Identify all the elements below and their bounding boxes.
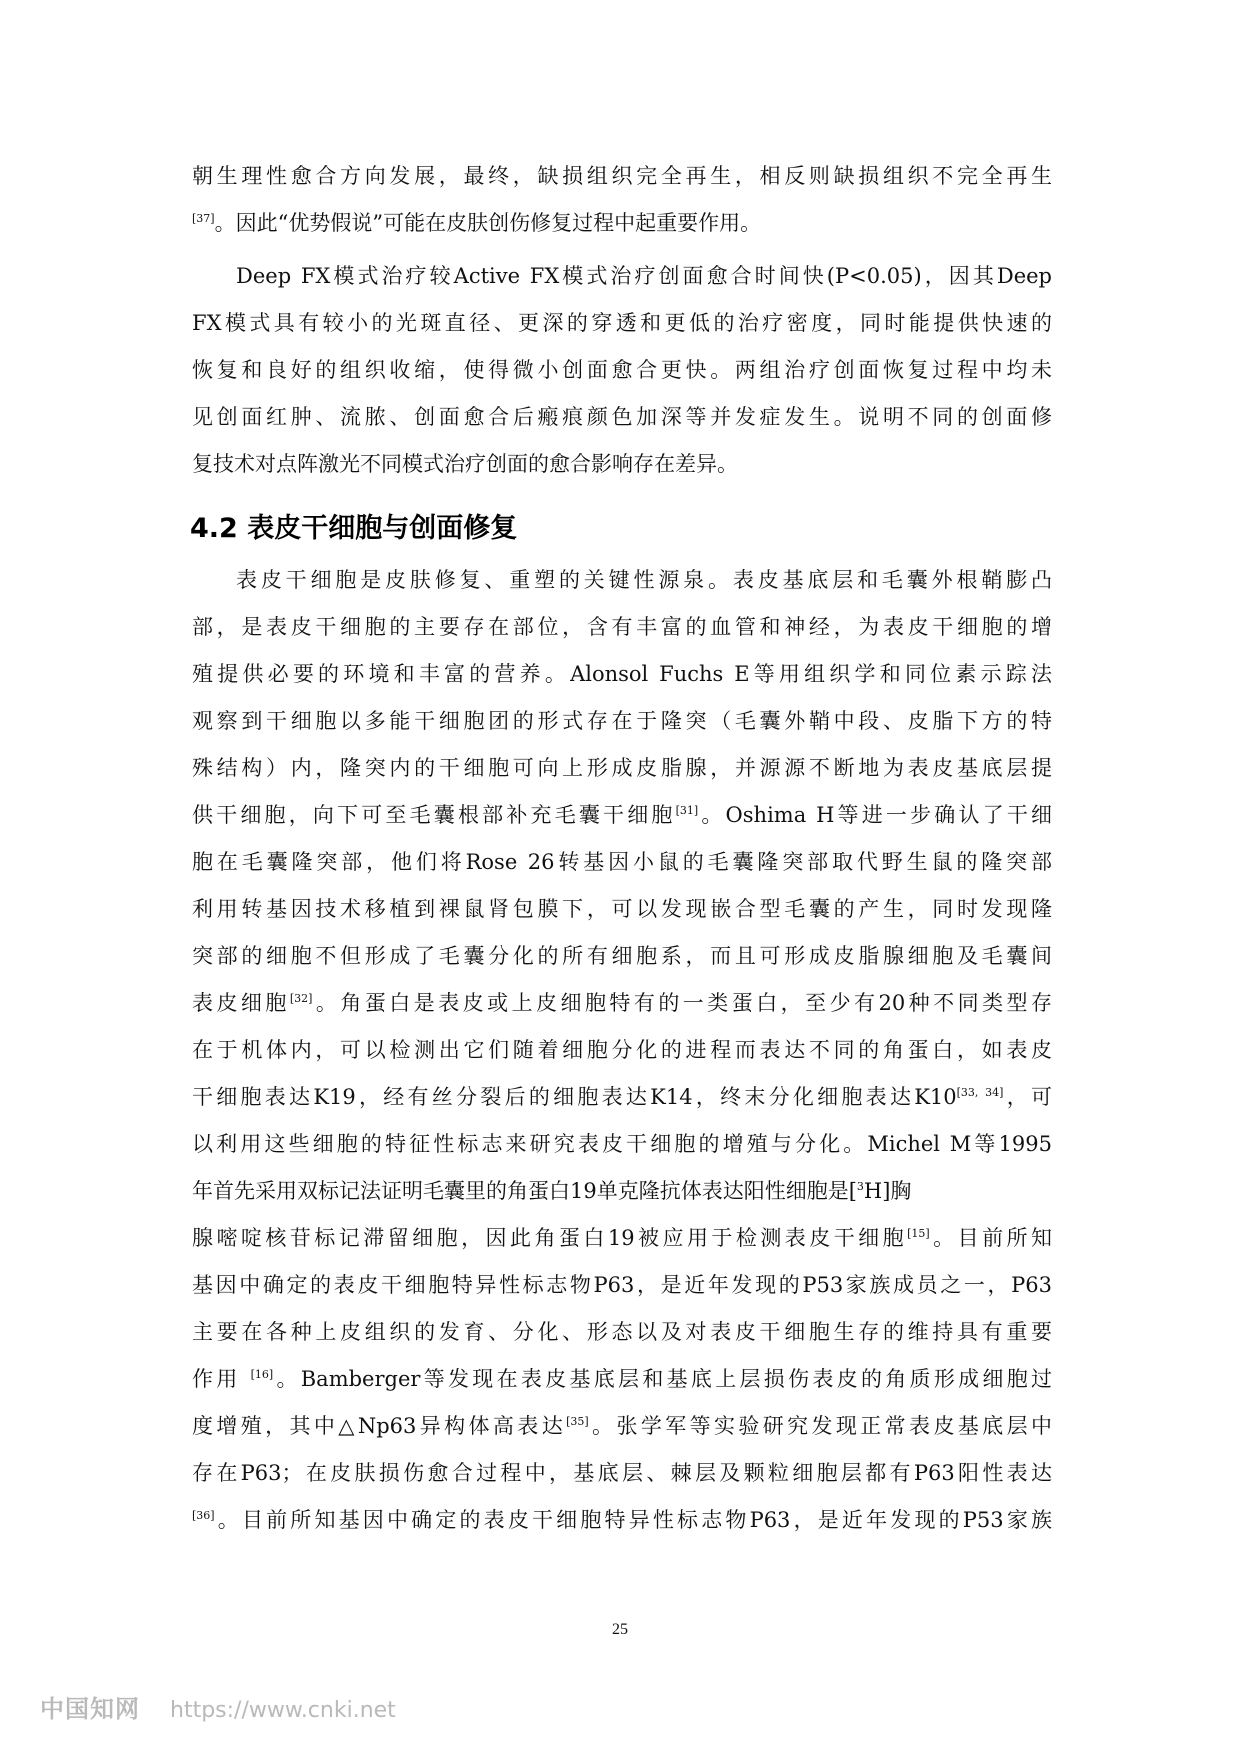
citation: [16]: [250, 1368, 274, 1381]
line-text: 部，是表皮干细胞的主要存在部位，含有丰富的血管和神经，为表皮干细胞的增: [192, 615, 1052, 639]
text-line: [192, 1497, 1052, 1544]
text-line: [192, 698, 1052, 745]
text-line: [192, 557, 1052, 604]
line-text: Deep FX模式治疗较Active FX模式治疗创面愈合时间快(P<0.05)，因其Deep: [236, 264, 1052, 288]
watermark: [40, 1694, 396, 1724]
line-text-after: 。目前所知基因中确定的表皮干细胞特异性标志物P63，是近年发现的P53家族: [214, 1508, 1052, 1532]
text-line: [192, 651, 1052, 698]
text-line: [192, 604, 1052, 651]
text-line: [192, 1168, 1052, 1215]
line-text: 表皮干细胞是皮肤修复、重塑的关键性源泉。表皮基底层和毛囊外根鞘膨凸: [236, 568, 1052, 592]
line-text: 复技术对点阵激光不同模式治疗创面的愈合影响存在差异。: [192, 452, 738, 476]
watermark-logo: 中国知网: [40, 1695, 140, 1723]
line-text: 作用: [192, 1367, 251, 1391]
citation: [35]: [566, 1415, 589, 1428]
line-text-after: 。张学军等实验研究发现正常表皮基底层中: [588, 1414, 1052, 1438]
text-line: [192, 839, 1052, 886]
text-line: [192, 745, 1052, 792]
text-line: [192, 886, 1052, 933]
citation: [32]: [289, 992, 313, 1005]
text-line: [192, 1356, 1052, 1403]
text-line: [192, 1215, 1052, 1262]
text-line: [192, 933, 1052, 980]
citation: [37]: [192, 212, 215, 225]
line-text: 腺嘧啶核苷标记滞留细胞，因此角蛋白19被应用于检测表皮干细胞: [192, 1226, 908, 1250]
text-line: [192, 394, 1052, 441]
line-text: 主要在各种上皮组织的发育、分化、形态以及对表皮干细胞生存的维持具有重要: [192, 1320, 1052, 1344]
page-number: 25: [612, 1621, 628, 1638]
line-text-after: 。Oshima H等进一步确认了干细: [698, 803, 1052, 827]
text-line: [192, 253, 1052, 300]
line-text: 恢复和良好的组织收缩，使得微小创面愈合更快。两组治疗创面恢复过程中均未: [192, 358, 1052, 382]
text-line: [192, 1403, 1052, 1450]
line-text: 在于机体内，可以检测出它们随着细胞分化的进程而表达不同的角蛋白，如表皮: [192, 1038, 1052, 1062]
line-text: 存在P63；在皮肤损伤愈合过程中，基底层、棘层及颗粒细胞层都有P63阳性表达: [192, 1461, 1052, 1485]
text-line: [192, 441, 1052, 488]
text-line: [192, 347, 1052, 394]
text-line: [192, 792, 1052, 839]
text-line: [192, 980, 1052, 1027]
citation: 3: [856, 1180, 864, 1193]
line-text: 见创面红肿、流脓、创面愈合后瘢痕颜色加深等并发症发生。说明不同的创面修: [192, 405, 1052, 429]
line-text-after: 。目前所知: [929, 1226, 1052, 1250]
line-text: 度增殖，其中△Np63异构体高表达: [192, 1414, 567, 1438]
line-text: 以利用这些细胞的特征性标志来研究表皮干细胞的增殖与分化。Michel M等1995: [192, 1132, 1052, 1156]
line-text: 基因中确定的表皮干细胞特异性标志物P63，是近年发现的P53家族成员之一，P63: [192, 1273, 1052, 1297]
line-text: 殊结构）内，隆突内的干细胞可向上形成皮脂腺，并源源不断地为表皮基底层提: [192, 756, 1052, 780]
line-text: 观察到干细胞以多能干细胞团的形式存在于隆突（毛囊外鞘中段、皮脂下方的特: [192, 709, 1052, 733]
text-line: [192, 1027, 1052, 1074]
line-text: 干细胞表达K19，经有丝分裂后的细胞表达K14，终末分化细胞表达K10: [192, 1085, 957, 1109]
line-text-after: H]胸: [863, 1179, 912, 1203]
text-line: [192, 300, 1052, 347]
text-line: [192, 200, 1052, 247]
line-text: 利用转基因技术移植到裸鼠肾包膜下，可以发现嵌合型毛囊的产生，同时发现隆: [192, 897, 1052, 921]
line-text: 供干细胞，向下可至毛囊根部补充毛囊干细胞: [192, 803, 676, 827]
citation: [36]: [192, 1509, 215, 1522]
paragraph-3: [192, 557, 1052, 1544]
paragraph-1: [192, 153, 1052, 247]
text-line: [192, 1450, 1052, 1497]
citation: [15]: [907, 1227, 930, 1240]
line-text: 殖提供必要的环境和丰富的营养。Alonsol Fuchs E等用组织学和同位素示踪法: [192, 662, 1052, 686]
line-text-after: 。因此“优势假说”可能在皮肤创伤修复过程中起重要作用。: [214, 211, 762, 235]
text-line: [192, 1074, 1052, 1121]
text-line: [192, 1262, 1052, 1309]
line-text-after: 。Bamberger等发现在表皮基底层和基底上层损伤表皮的角质形成细胞过: [273, 1367, 1052, 1391]
line-text: 朝生理性愈合方向发展，最终，缺损组织完全再生，相反则缺损组织不完全再生: [192, 164, 1052, 188]
line-text: FX模式具有较小的光斑直径、更深的穿透和更低的治疗密度，同时能提供快速的: [192, 311, 1052, 335]
line-text: 胞在毛囊隆突部，他们将Rose 26转基因小鼠的毛囊隆突部取代野生鼠的隆突部: [192, 850, 1052, 874]
section-heading: 4.2 表皮干细胞与创面修复: [190, 513, 518, 544]
text-line: [192, 1309, 1052, 1356]
text-line: [192, 1121, 1052, 1168]
paragraph-2: [192, 253, 1052, 488]
line-text: 表皮细胞: [192, 991, 290, 1015]
citation: [33, 34]: [956, 1086, 1004, 1099]
line-text: 突部的细胞不但形成了毛囊分化的所有细胞系，而且可形成皮脂腺细胞及毛囊间: [192, 944, 1052, 968]
text-line: [192, 153, 1052, 200]
watermark-url: https://www.cnki.net: [170, 1698, 396, 1723]
citation: [31]: [675, 804, 699, 817]
line-text-after: 。角蛋白是表皮或上皮细胞特有的一类蛋白，至少有20种不同类型存: [312, 991, 1052, 1015]
line-text-after: ，可: [1003, 1085, 1052, 1109]
line-text: 年首先采用双标记法证明毛囊里的角蛋白19单克隆抗体表达阳性细胞是[: [192, 1179, 857, 1203]
